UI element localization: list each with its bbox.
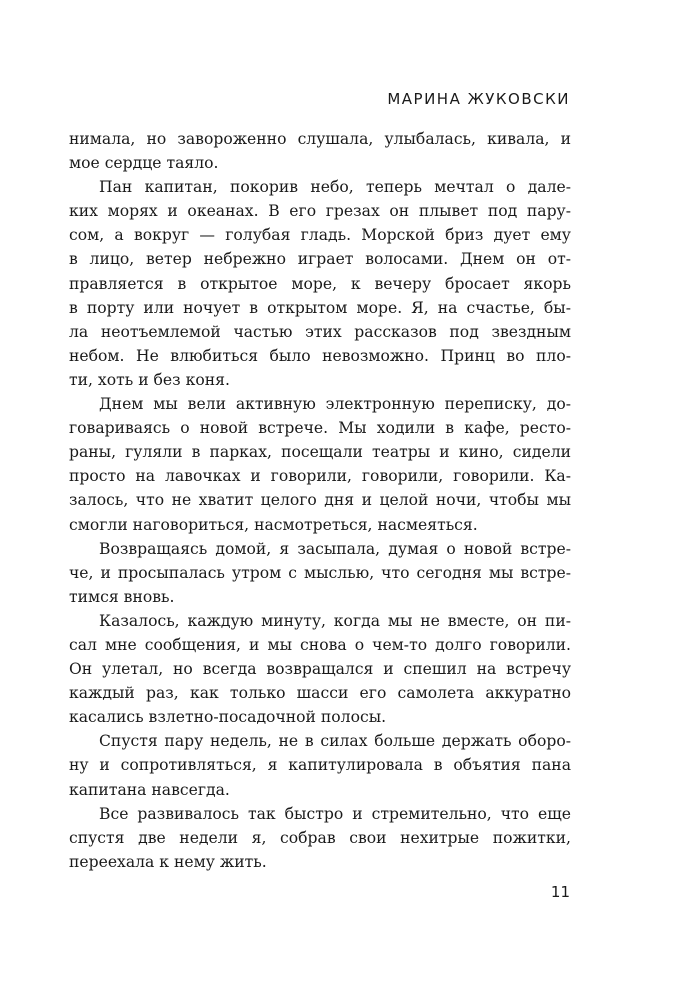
paragraph bbox=[69, 802, 571, 874]
text-line: в порту или ночует в открытом море. Я, на счастье, бы- bbox=[69, 298, 571, 317]
text-line: Казалось, каждую минуту, когда мы не вместе, он пи- bbox=[99, 611, 571, 630]
text-line: касались взлетно-посадочной полосы. bbox=[69, 708, 387, 727]
text-line: Возвращаясь домой, я засыпала, думая о новой встре- bbox=[99, 539, 571, 558]
text-line: ти, хоть и без коня. bbox=[69, 370, 230, 389]
text-line: сал мне сообщения, и мы снова о чем-то долго говорили. bbox=[69, 635, 571, 654]
text-line: переехала к нему жить. bbox=[69, 852, 267, 871]
text-line: ну и сопротивляться, я капитулировала в объятия пана bbox=[69, 756, 571, 775]
text-line: говариваясь о новой встрече. Мы ходили в кафе, ресто- bbox=[69, 419, 571, 438]
paragraph bbox=[69, 127, 571, 175]
running-head: МАРИНА ЖУКОВСКИ bbox=[387, 90, 570, 108]
text-line: каждый раз, как только шасси его самолета аккуратно bbox=[69, 684, 571, 703]
text-line: Пан капитан, покорив небо, теперь мечтал о дале- bbox=[99, 178, 571, 197]
text-line: небом. Не влюбиться было невозможно. Принц во пло- bbox=[69, 346, 571, 365]
paragraph bbox=[69, 392, 571, 537]
body-text bbox=[69, 127, 571, 874]
text-line: тимся вновь. bbox=[69, 587, 175, 606]
text-line: Все развивалось так быстро и стремительно, что еще bbox=[99, 804, 571, 823]
text-line: нимала, но завороженно слушала, улыбалась, кивала, и bbox=[69, 130, 571, 148]
text-line: ла неотъемлемой частью этих рассказов под звездным bbox=[69, 322, 571, 341]
paragraph bbox=[69, 729, 571, 801]
paragraph bbox=[69, 537, 571, 609]
text-line: ких морях и океанах. В его грезах он плывет под пару- bbox=[69, 202, 571, 221]
text-line: капитана навсегда. bbox=[69, 780, 230, 799]
text-line: сом, а вокруг — голубая гладь. Морской бриз дует ему bbox=[69, 226, 571, 245]
text-line: Днем мы вели активную электронную переписку, до- bbox=[99, 395, 571, 414]
text-line: Спустя пару недель, не в силах больше держать оборо- bbox=[99, 732, 571, 751]
text-line: мое сердце таяло. bbox=[69, 154, 219, 173]
text-line: смогли наговориться, насмотреться, насмеяться. bbox=[69, 515, 478, 534]
paragraph bbox=[69, 609, 571, 729]
text-line: правляется в открытое море, к вечеру бросает якорь bbox=[69, 274, 571, 293]
text-line: Он улетал, но всегда возвращался и спешил на встречу bbox=[69, 660, 571, 679]
text-line: просто на лавочках и говорили, говорили, говорили. Ка- bbox=[69, 467, 571, 486]
page-number: 11 bbox=[550, 883, 570, 901]
text-line: раны, гуляли в парках, посещали театры и кино, сидели bbox=[69, 443, 571, 462]
text-line: че, и просыпалась утром с мыслью, что сегодня мы встре- bbox=[69, 563, 571, 582]
text-line: в лицо, ветер небрежно играет волосами. Днем он от- bbox=[69, 250, 571, 269]
text-line: спустя две недели я, собрав свои нехитрые пожитки, bbox=[69, 828, 571, 847]
paragraph bbox=[69, 175, 571, 392]
text-line: залось, что не хватит целого дня и целой ночи, чтобы мы bbox=[69, 491, 571, 510]
